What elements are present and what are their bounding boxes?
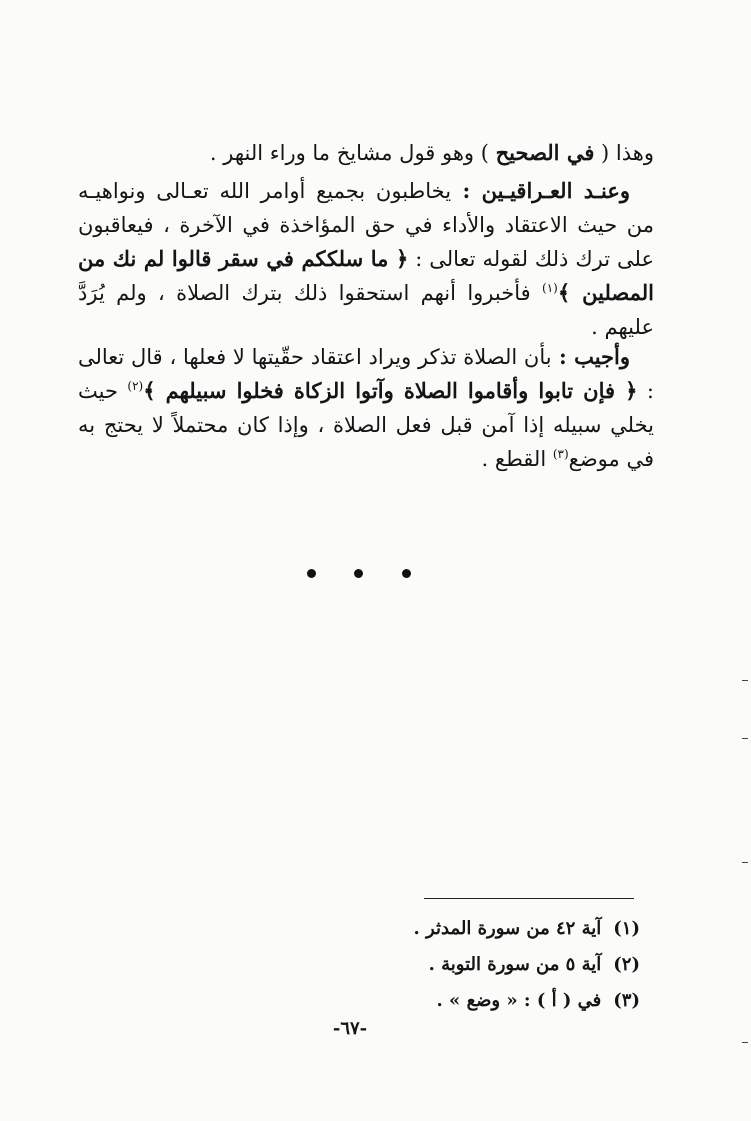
footnotes [300,911,640,1019]
p2-text-1: يخاطبون بجميع أوامر الله تعـالى ونواهيـه من حيث الاعتقاد والأداء في حق المؤاخذة في الآخرة ، فيعاقبون على ترك ذلك لقوله تعالى : [78,179,654,271]
p3-text-1: بأن الصلاة تذكر ويراد اعتقاد حقّيتها لا فعلها ، قال تعالى : [78,345,654,403]
p1-before: وهذا ( [594,141,654,165]
scan-edge-mark [742,862,748,863]
p3-quran-quote: ﴿ فإن تابوا وأقاموا الصلاة وآتوا الزكاة فخلوا سبيلهم ﴾ [143,378,638,403]
paragraph-3 [78,340,654,476]
footnote-3 [300,983,640,1019]
footnote-divider [424,898,634,899]
page-number: -٦٧- [332,1018,368,1039]
footnote-3-text: في ( أ ) : « وضع » . [436,990,602,1011]
p1-bold-term: في الصحيح [495,140,595,165]
scan-edge-mark [742,738,748,739]
separator-dot [354,569,363,578]
footnote-ref-2: (٢) [127,379,144,393]
p2-quran-quote: ﴿ ما سلككم في سقر قالوا لم نك من المصلين ﴾ [78,246,654,305]
footnote-2 [300,947,640,983]
p3-text-3: القطع . [481,447,553,471]
p2-text-2: فأخبروا أنهم استحقوا ذلك بترك الصلاة ، ولم يُرَدَّ عليهم . [78,281,654,339]
paragraph-1 [78,136,654,170]
paragraph-2 [78,174,654,344]
footnote-1-text: آية ٤٢ من سورة المدثر . [413,918,602,939]
footnote-2-text: آية ٥ من سورة التوبة . [428,954,602,975]
footnote-ref-3: (٣) [552,447,569,461]
p3-lead: وأجيب : [551,344,630,369]
separator-dot [307,569,316,578]
footnote-1 [300,911,640,947]
section-separator [0,566,751,582]
scan-edge-mark [742,680,748,681]
scan-edge-mark [742,1042,748,1043]
separator-dot [402,569,411,578]
footnote-ref-1: (١) [542,281,558,295]
p3-text-2: حيث يخلي سبيله إذا آمن قبل فعل الصلاة ، وإذا كان محتملاً لا يحتج به في موضع [78,379,654,471]
footnote-3-number: (٣) [613,990,640,1011]
p1-after: ) وهو قول مشايخ ما وراء النهر . [209,141,496,165]
footnote-1-number: (١) [613,918,640,939]
p2-lead: وعنـد العـراقيـين : [451,178,630,203]
footnote-2-number: (٢) [613,954,640,975]
